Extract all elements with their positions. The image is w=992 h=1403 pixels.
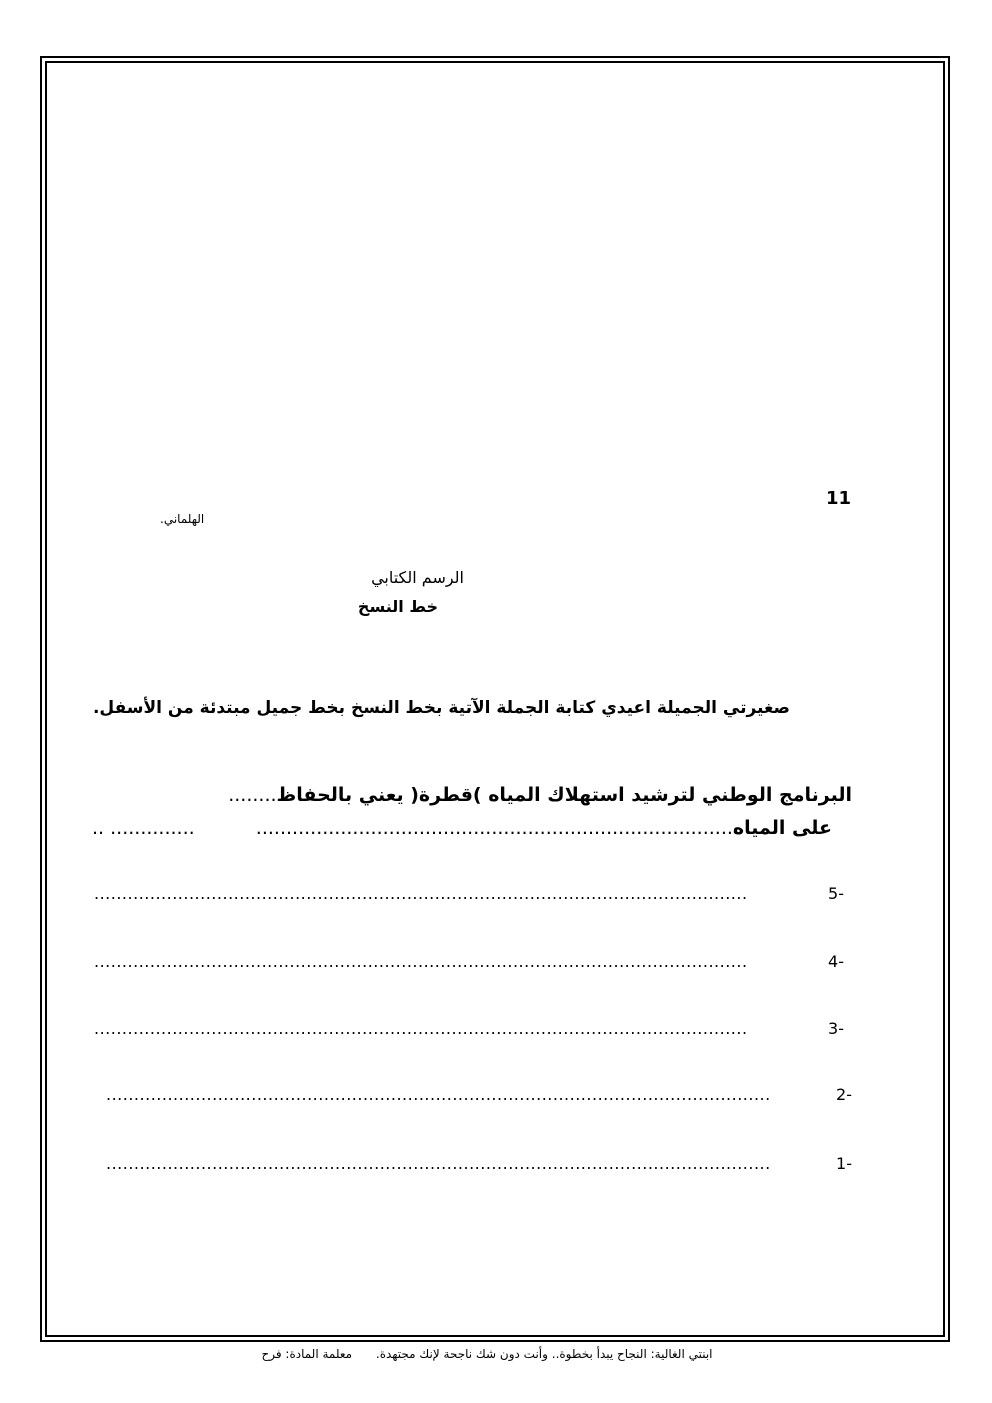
- model-sentence-text-1: البرنامج الوطني لترشيد استهلاك المياه )قطرة( يعني بالحفاظ: [276, 784, 852, 806]
- practice-line-3-dots: .....................................................................................................................: [94, 1019, 748, 1038]
- practice-line-5[interactable]: [94, 884, 844, 903]
- page-number: 11: [826, 488, 852, 509]
- model-sentence-line-1: [92, 784, 852, 806]
- practice-line-1-label: 1-: [832, 1154, 852, 1173]
- practice-line-5-label: 5-: [824, 884, 844, 903]
- practice-line-5-dots: .....................................................................................................................: [94, 884, 748, 903]
- practice-line-1[interactable]: [106, 1154, 852, 1173]
- model-sentence-dots-2a: ...............................................................................: [255, 817, 733, 839]
- practice-line-2-label: 2-: [832, 1085, 852, 1104]
- subject-subtitle: خط النسخ: [357, 597, 438, 616]
- small-word: الهلماني.: [160, 512, 205, 526]
- model-sentence-line-2: [92, 817, 832, 839]
- instruction-text: صغيرتي الجميلة اعيدي كتابة الجملة الآتية بخط النسخ بخط جميل مبتدئة من الأسفل.: [92, 698, 790, 718]
- subject-title: الرسم الكتابي: [371, 568, 464, 587]
- practice-line-2[interactable]: [106, 1085, 852, 1104]
- practice-line-2-dots: .......................................................................................................................: [106, 1085, 771, 1104]
- practice-line-4-label: 4-: [824, 952, 844, 971]
- footer-teacher: معلمة المادة: فرح: [261, 1347, 353, 1361]
- practice-line-3-label: 3-: [824, 1019, 844, 1038]
- footer-message: ابنتي الغالية: النجاح يبدأ بخطوة.. وأنت دون شك ناجحة لإنك مجتهدة.: [375, 1347, 713, 1361]
- practice-line-3[interactable]: [94, 1019, 844, 1038]
- model-sentence-text-2: على المياه: [732, 817, 832, 839]
- model-sentence-dots-1: ........: [228, 784, 277, 806]
- practice-line-4-dots: .....................................................................................................................: [94, 952, 748, 971]
- footer: [222, 1347, 752, 1361]
- practice-line-1-dots: .......................................................................................................................: [106, 1154, 771, 1173]
- practice-line-4[interactable]: [94, 952, 844, 971]
- model-sentence-dots-2b: .. ..............: [92, 817, 195, 839]
